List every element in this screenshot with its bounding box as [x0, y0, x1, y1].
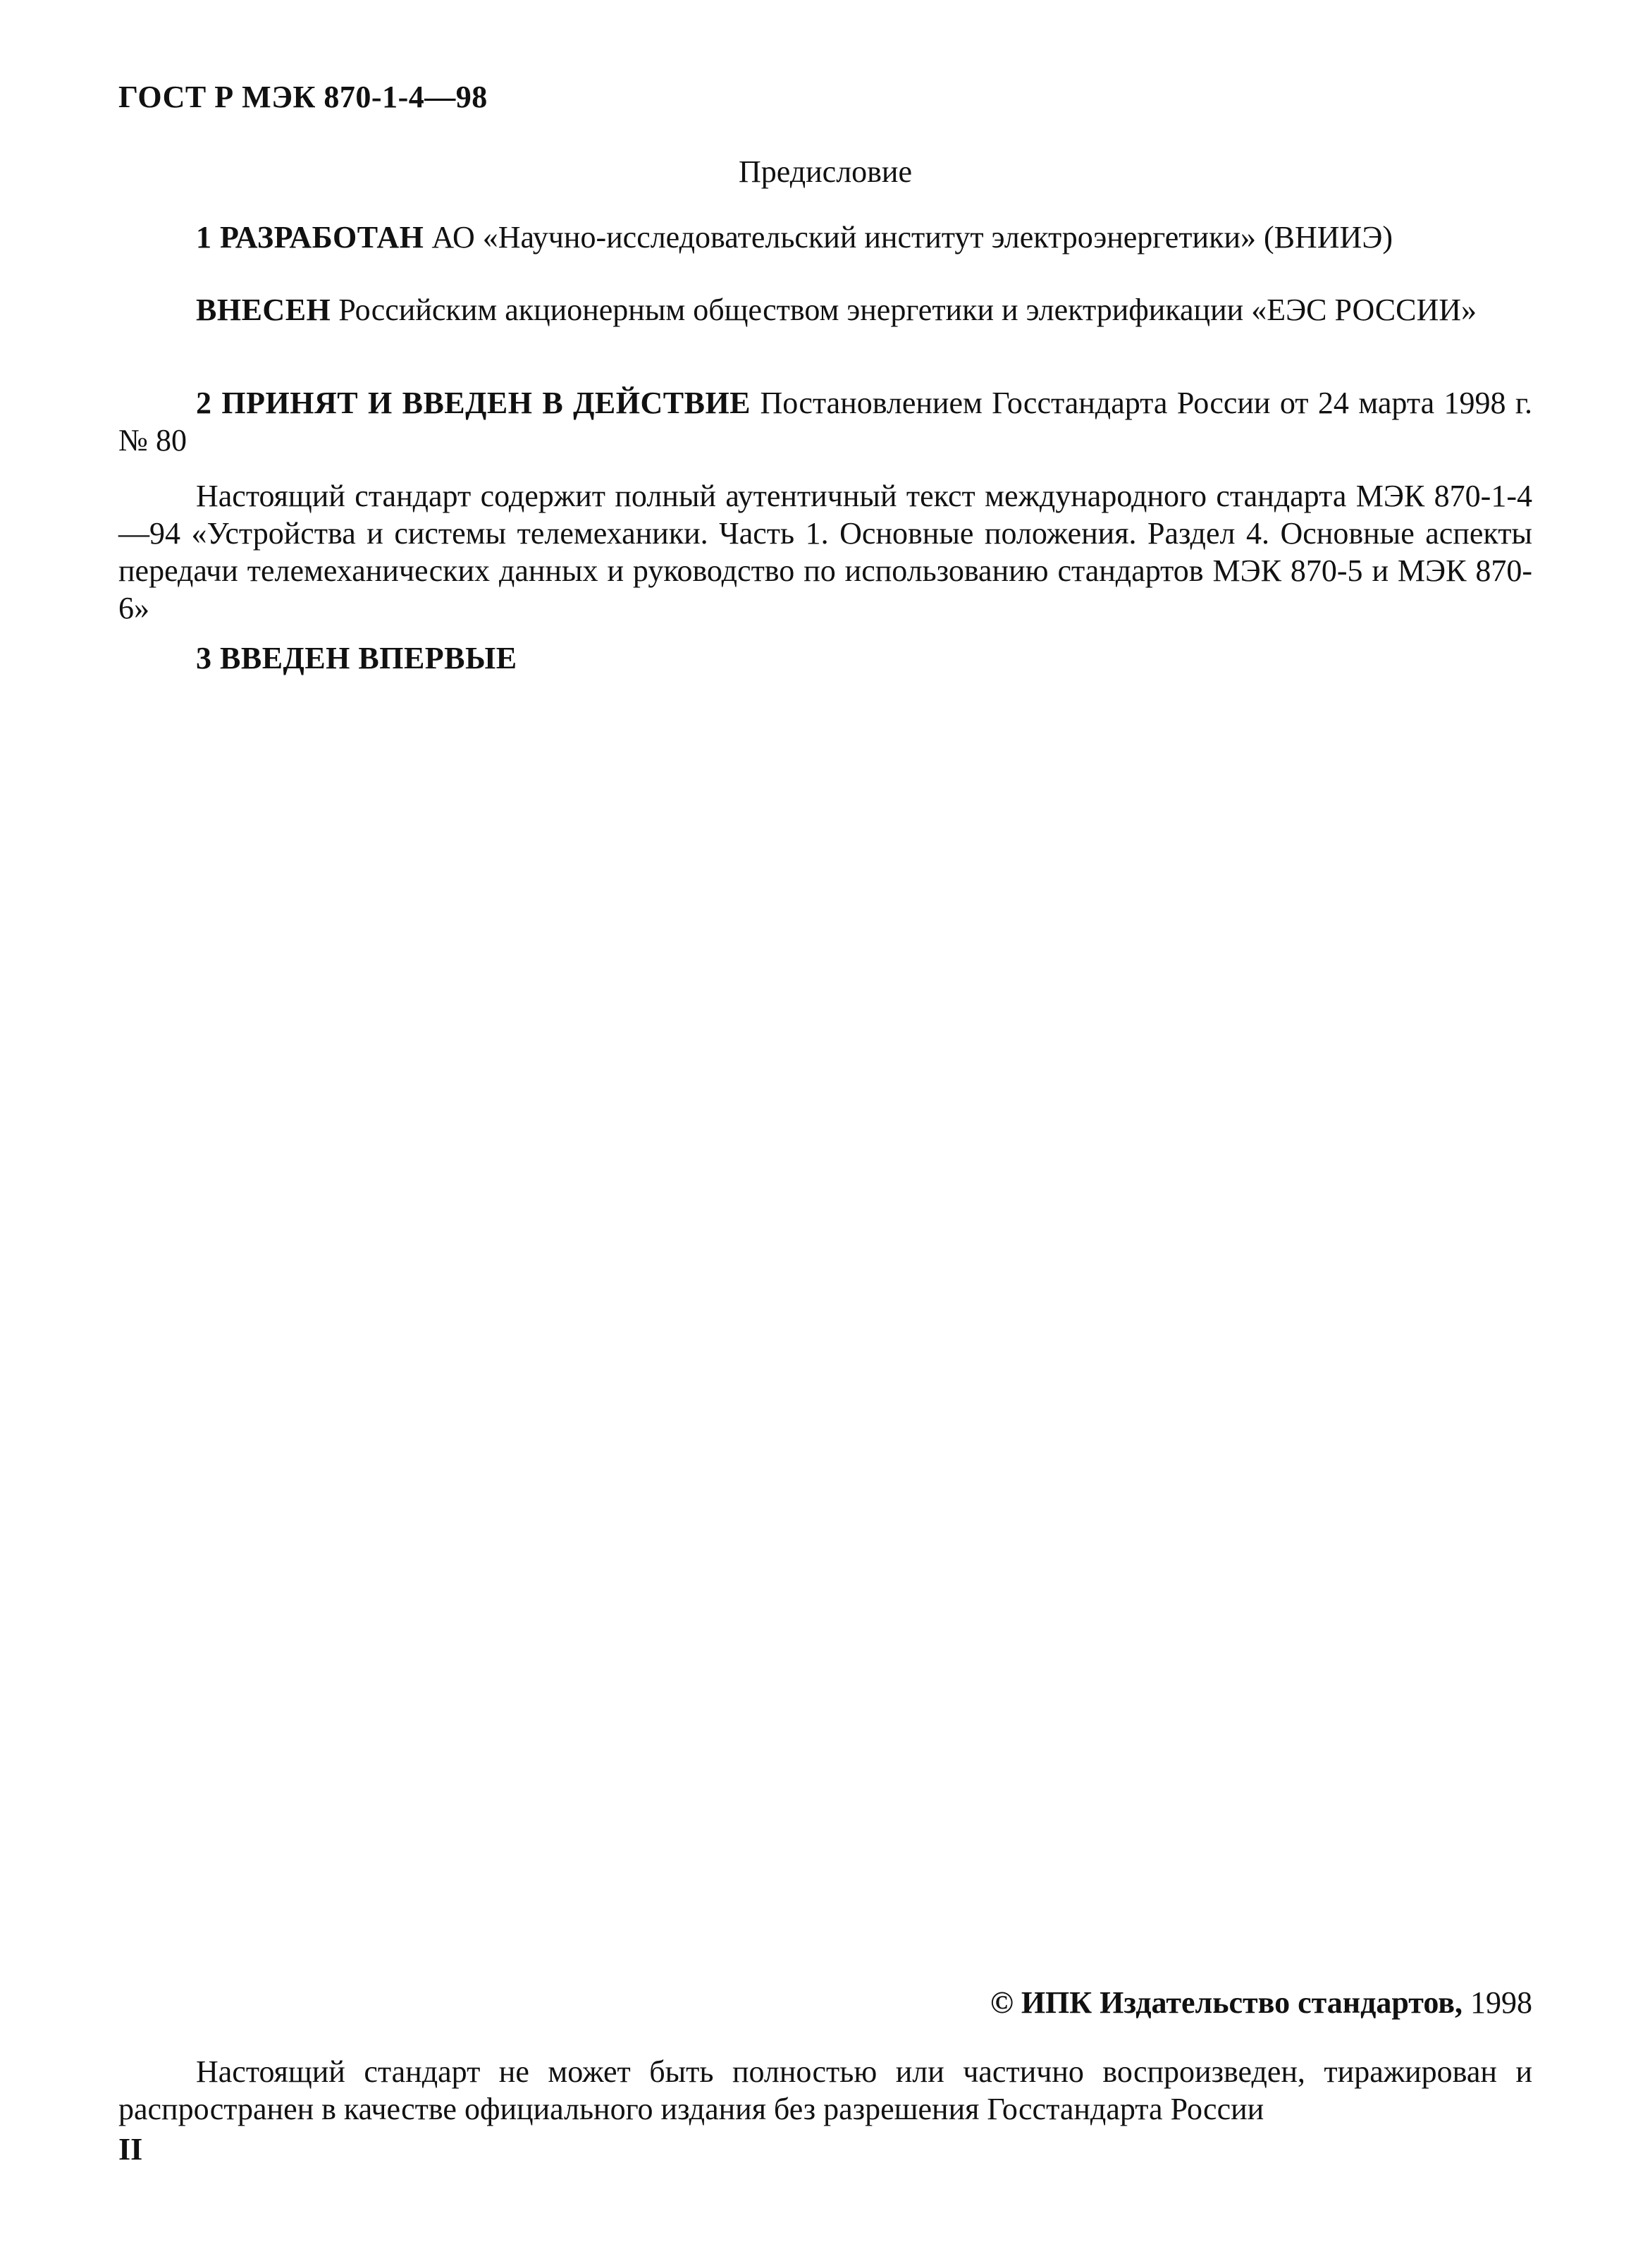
paragraph-lead: 2 ПРИНЯТ И ВВЕДЕН В ДЕЙСТВИЕ: [196, 386, 751, 420]
paragraph-lead: 1 РАЗРАБОТАН: [196, 220, 424, 255]
copyright-line: [990, 1985, 1532, 2021]
reproduction-notice: Настоящий стандарт не может быть полностью или частично воспроизведен, тиражирован и распространен в качестве официального издания без разрешения Госстандарта России: [118, 2054, 1532, 2126]
paragraph-authentic-text: [118, 477, 1532, 627]
document-code: ГОСТ Р МЭК 870-1-4—98: [118, 80, 488, 114]
page-number: II: [118, 2132, 143, 2166]
copyright-year: 1998: [1463, 1985, 1532, 2020]
copyright-publisher: ИПК Издательство стандартов,: [1013, 1985, 1463, 2020]
paragraph-text: АО «Научно-исследовательский институт электроэнергетики» (ВНИИЭ): [424, 220, 1393, 255]
section-heading: Предисловие: [739, 154, 912, 189]
paragraph-adopted: [118, 384, 1532, 459]
paragraph-lead: 3 ВВЕДЕН ВПЕРВЫЕ: [196, 641, 517, 675]
copyright-symbol: ©: [990, 1985, 1014, 2020]
paragraph-introduced-by: [118, 291, 1532, 329]
paragraph-lead: ВНЕСЕН: [196, 293, 331, 327]
paragraph-developed-by: [118, 219, 1532, 256]
paragraph-text: Постановлением Госстандарта России от 24 марта 1998 г. № 80: [118, 386, 1532, 458]
paragraph-text: Российским акционерным обществом энергетики и электрификации «ЕЭС РОССИИ»: [331, 293, 1477, 327]
paragraph-text: Настоящий стандарт содержит полный аутентичный текст международного стандарта МЭК 870-1-4—94 «Устройства и системы телемеханики. Часть 1. Основные положения. Раздел 4. Основные аспекты передачи телемеханических данных и руководство по использованию стандартов МЭК 870-5 и МЭК 870-6»: [118, 479, 1532, 625]
paragraph-first-introduced: [118, 639, 1532, 677]
